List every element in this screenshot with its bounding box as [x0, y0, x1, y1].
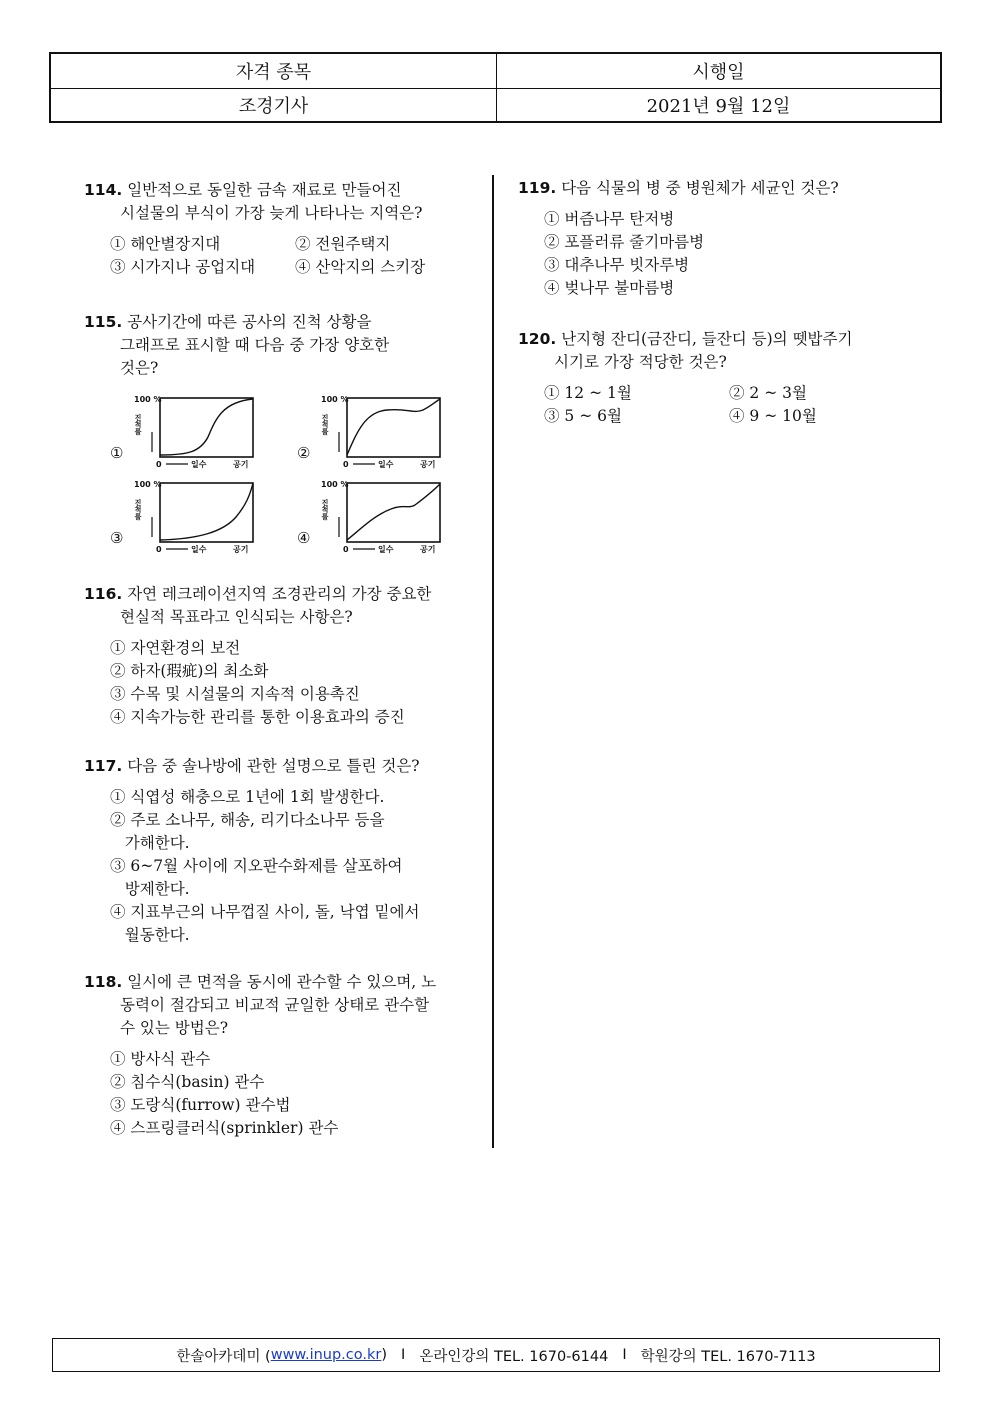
- graph-xend: 공기: [420, 460, 436, 469]
- question-stem: 공사기간에 따른 공사의 진척 상황을: [127, 313, 372, 331]
- progress-graphs-svg: [108, 392, 448, 557]
- value-subject: 조경기사: [51, 88, 497, 122]
- graph-xlabel: 일수: [378, 460, 394, 469]
- question-118: [84, 971, 484, 1140]
- graph-curve: [160, 483, 253, 540]
- question-number: 117.: [84, 757, 123, 775]
- graph-y100: 100 %: [321, 395, 349, 404]
- footer-separator: I: [401, 1347, 406, 1363]
- question-117: [84, 755, 484, 947]
- option-4[interactable]: ④ 지속가능한 관리를 통한 이용효과의 증진: [110, 708, 405, 726]
- option-1[interactable]: ① 해안별장지대: [110, 235, 221, 253]
- question-116: [84, 583, 484, 729]
- option-1[interactable]: ① 자연환경의 보전: [110, 639, 241, 657]
- option-2[interactable]: ② 2 ~ 3월: [729, 384, 807, 402]
- option-2-cont: 가해한다.: [110, 834, 190, 852]
- question-114: [84, 179, 484, 279]
- label-exam-date: 시행일: [692, 62, 745, 83]
- question-number: 118.: [84, 973, 123, 991]
- graph-option-2[interactable]: [297, 395, 440, 469]
- graph-ylabel: 진척률: [321, 499, 329, 520]
- question-stem: 다음 중 솔나방에 관한 설명으로 틀린 것은?: [127, 757, 420, 775]
- question-stem-cont: 동력이 절감되고 비교적 균일한 상태로 관수할: [120, 996, 430, 1014]
- graph-option-3[interactable]: [110, 480, 253, 554]
- question-stem-cont: 시설물의 부식이 가장 늦게 나타나는 지역은?: [120, 204, 423, 222]
- graph-xlabel: 일수: [378, 545, 394, 554]
- graph-xend: 공기: [233, 460, 249, 469]
- graph-frame: [347, 483, 440, 542]
- question-number: 115.: [84, 313, 123, 331]
- option-2[interactable]: ② 하자(瑕疵)의 최소화: [110, 662, 269, 680]
- question-number: 114.: [84, 181, 123, 199]
- option-1[interactable]: ① 방사식 관수: [110, 1050, 211, 1068]
- column-divider: [492, 175, 494, 1148]
- graph-ylabel: 진척률: [134, 414, 142, 435]
- header-row-labels: [51, 54, 940, 89]
- question-stem-cont: 그래프로 표시할 때 다음 중 가장 양호한: [120, 336, 390, 354]
- option-1[interactable]: ① 식엽성 해충으로 1년에 1회 발생한다.: [110, 788, 385, 806]
- question-stem: 일반적으로 동일한 금속 재료로 만들어진: [127, 181, 402, 199]
- graph-option-1[interactable]: [110, 395, 253, 469]
- graph-option-mark: ①: [110, 444, 124, 462]
- graph-curve: [160, 399, 253, 455]
- graph-xlabel: 일수: [191, 460, 207, 469]
- question-stem: 자연 레크레이션지역 조경관리의 가장 중요한: [127, 585, 432, 603]
- question-number: 116.: [84, 585, 123, 603]
- graph-y100: 100 %: [321, 480, 349, 489]
- graph-origin: 0: [156, 545, 162, 554]
- question-119: [518, 177, 918, 300]
- option-3[interactable]: ③ 6~7월 사이에 지오판수화제를 살포하여: [110, 857, 403, 875]
- question-115: [84, 311, 484, 380]
- graph-option-mark: ②: [297, 444, 311, 462]
- option-4[interactable]: ④ 벚나무 불마름병: [544, 279, 675, 297]
- option-3[interactable]: ③ 도랑식(furrow) 관수법: [110, 1096, 291, 1114]
- graph-frame: [160, 398, 253, 457]
- label-subject: 자격 종목: [51, 54, 497, 88]
- exam-header-table: [49, 52, 942, 123]
- footer-offline-tel: 학원강의 TEL. 1670-7113: [640, 1348, 816, 1365]
- option-2[interactable]: ② 침수식(basin) 관수: [110, 1073, 265, 1091]
- graph-option-4[interactable]: [297, 480, 440, 554]
- graph-xend: 공기: [420, 545, 436, 554]
- option-3[interactable]: ③ 대추나무 빗자루병: [544, 256, 690, 274]
- question-stem: 난지형 잔디(금잔디, 들잔디 등)의 뗏밥주기: [561, 330, 853, 348]
- graph-y100: 100 %: [134, 480, 162, 489]
- value-exam-date: 2021년 9월 12일: [646, 96, 791, 117]
- graph-curve: [347, 484, 440, 540]
- footer-separator: I: [622, 1347, 627, 1363]
- question-stem: 일시에 큰 면적을 동시에 관수할 수 있으며, 노: [127, 973, 437, 991]
- progress-graphs: [108, 392, 448, 557]
- question-number: 120.: [518, 330, 557, 348]
- graph-xlabel: 일수: [191, 545, 207, 554]
- footer-website-link[interactable]: www.inup.co.kr: [270, 1347, 382, 1363]
- footer-close-paren: ): [381, 1347, 388, 1363]
- graph-xend: 공기: [233, 545, 249, 554]
- graph-origin: 0: [343, 545, 349, 554]
- option-3[interactable]: ③ 5 ~ 6월: [544, 407, 622, 425]
- option-4[interactable]: ④ 9 ~ 10월: [729, 407, 817, 425]
- footer-academy: 한솔아카데미 (: [176, 1348, 271, 1365]
- question-stem-cont: 시기로 가장 적당한 것은?: [554, 353, 727, 371]
- graph-origin: 0: [343, 460, 349, 469]
- graph-option-mark: ③: [110, 529, 124, 547]
- question-stem-cont: 수 있는 방법은?: [120, 1019, 229, 1037]
- option-2[interactable]: ② 포플러류 줄기마름병: [544, 233, 705, 251]
- option-4[interactable]: ④ 지표부근의 나무껍질 사이, 돌, 낙엽 밑에서: [110, 903, 420, 921]
- header-row-values: [51, 88, 940, 122]
- graph-y100: 100 %: [134, 395, 162, 404]
- option-1[interactable]: ① 12 ~ 1월: [544, 384, 632, 402]
- question-stem-cont: 현실적 목표라고 인식되는 사항은?: [120, 608, 353, 626]
- option-4-cont: 월동한다.: [110, 926, 190, 944]
- option-4[interactable]: ④ 스프링클러식(sprinkler) 관수: [110, 1119, 339, 1137]
- page-footer: [52, 1338, 940, 1372]
- option-2[interactable]: ② 주로 소나무, 해송, 리기다소나무 등을: [110, 811, 385, 829]
- question-120: [518, 328, 918, 428]
- graph-option-mark: ④: [297, 529, 311, 547]
- graph-curve: [347, 399, 440, 455]
- option-3[interactable]: ③ 시가지나 공업지대: [110, 258, 256, 276]
- graph-ylabel: 진척률: [134, 499, 142, 520]
- graph-ylabel: 진척률: [321, 414, 329, 435]
- question-stem: 다음 식물의 병 중 병원체가 세균인 것은?: [561, 179, 839, 197]
- option-4[interactable]: ④ 산악지의 스키장: [295, 258, 426, 276]
- option-3-cont: 방제한다.: [110, 880, 190, 898]
- footer-online-tel: 온라인강의 TEL. 1670-6144: [419, 1348, 609, 1365]
- option-1[interactable]: ① 버즘나무 탄저병: [544, 210, 675, 228]
- question-number: 119.: [518, 179, 557, 197]
- option-2[interactable]: ② 전원주택지: [295, 235, 391, 253]
- question-stem-cont: 것은?: [120, 359, 159, 377]
- graph-origin: 0: [156, 460, 162, 469]
- option-3[interactable]: ③ 수목 및 시설물의 지속적 이용촉진: [110, 685, 360, 703]
